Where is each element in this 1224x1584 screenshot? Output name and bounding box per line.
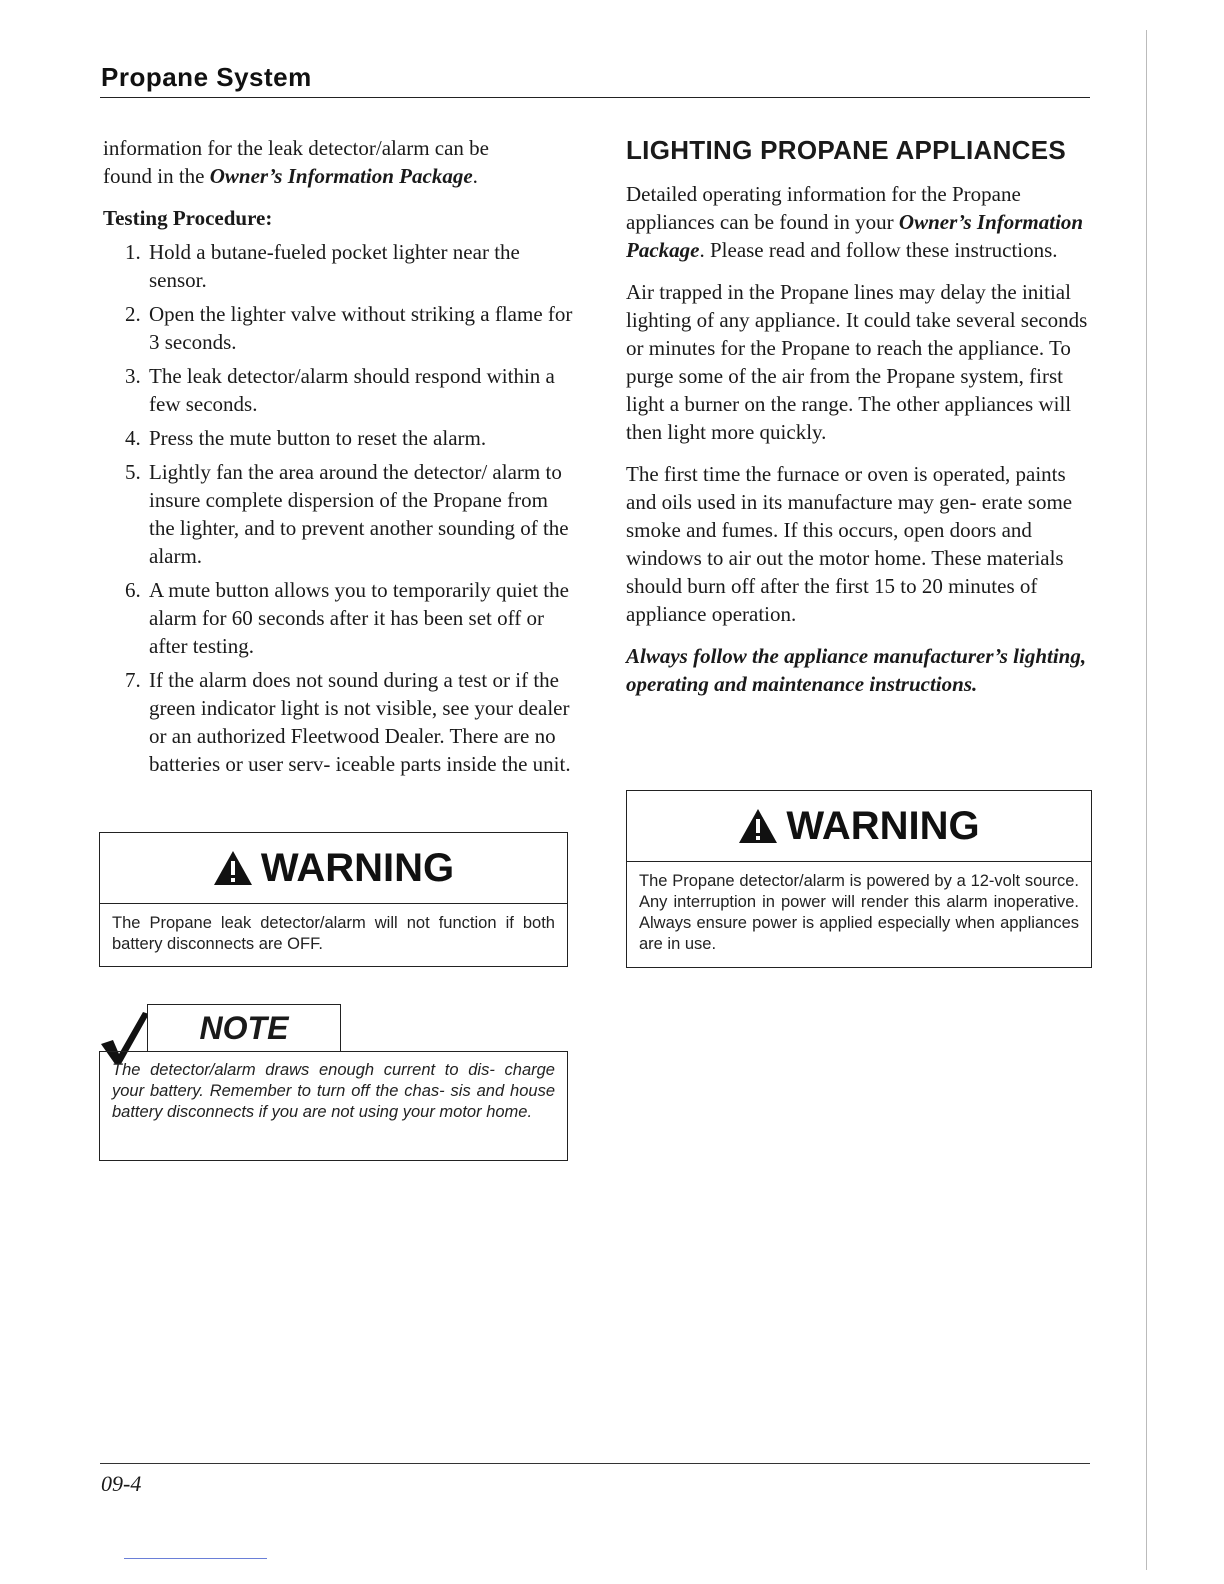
header-rule — [100, 97, 1090, 98]
step-text: The leak detector/alarm should respond within a few seconds. — [149, 364, 555, 416]
lighting-paragraph-2: Air trapped in the Propane lines may delay the initial lighting of any appliance. It could take several seconds or minutes for the Propane to reach the appliance. To purge some of the air from the Propane system, first light a burner on the range. The other appliances will then light more quickly. — [626, 280, 1088, 444]
step-item — [103, 238, 573, 294]
p1-suffix: . Please read and follow these instructions. — [699, 238, 1058, 262]
step-item — [103, 666, 573, 778]
step-number: 6. — [125, 578, 141, 602]
lighting-paragraph-1 — [626, 180, 1088, 264]
note-content-box — [99, 1051, 568, 1161]
intro-package-title: Owner’s Information Package — [209, 164, 473, 188]
warning-text: The Propane leak detector/alarm will not function if both battery disconnects are OFF. — [112, 914, 555, 953]
step-number: 5. — [125, 460, 141, 484]
note-text: The detector/alarm draws enough current to dis- charge your battery. Remember to turn off the chas- sis and house battery disconnects if you are not using your motor home. — [112, 1061, 555, 1121]
step-number: 2. — [125, 302, 141, 326]
left-column — [103, 134, 573, 784]
testing-steps-list — [103, 238, 573, 778]
step-item — [103, 424, 573, 452]
step-number: 1. — [125, 240, 141, 264]
step-text: A mute button allows you to temporarily quiet the alarm for 60 seconds after it has been set off or after testing. — [149, 578, 569, 658]
p1-package-title: Owner’s Information Package — [626, 210, 1084, 262]
warning-triangle-icon — [738, 808, 778, 844]
page-header-title: Propane System — [101, 62, 312, 92]
scan-mark — [124, 1558, 267, 1559]
left-warning-box — [99, 832, 568, 967]
step-text: Hold a butane-fueled pocket lighter near the sensor. — [149, 240, 520, 292]
step-number: 4. — [125, 426, 141, 450]
scan-edge-line — [1146, 30, 1147, 1570]
warning-triangle-icon — [213, 850, 253, 886]
warning-label: WARNING — [260, 845, 455, 890]
lighting-section-heading: LIGHTING PROPANE APPLIANCES — [626, 135, 1067, 165]
intro-prefix: found in the — [103, 164, 210, 188]
intro-line: information for the leak detector/alarm can be — [103, 136, 489, 160]
step-text: Open the lighter valve without striking a flame for 3 seconds. — [149, 302, 573, 354]
warning-header — [627, 791, 1091, 862]
testing-procedure-heading: Testing Procedure: — [103, 206, 273, 230]
lighting-paragraph-3: The first time the furnace or oven is operated, paints and oils used in its manufacture may gen- erate some smoke and fumes. If this occurs, open doors and windows to air out the motor home. These materials should burn off after the first 15 to 20 minutes of appliance operation. — [626, 462, 1073, 626]
step-item — [103, 300, 573, 356]
page-number: 09-4 — [101, 1471, 142, 1496]
step-number: 7. — [125, 668, 141, 692]
step-item — [103, 576, 573, 660]
intro-paragraph — [103, 134, 573, 190]
warning-text: The Propane detector/alarm is powered by a 12-volt source. Any interruption in power will render this alarm inoperative. Always ensure power is applied especially when appliances are in use. — [639, 872, 1079, 953]
step-item — [103, 362, 573, 418]
note-box — [99, 1004, 568, 1162]
step-text: Lightly fan the area around the detector/ alarm to insure complete dispersion of the Propane from the lighter, and to prevent another sounding of the alarm. — [149, 460, 569, 568]
step-item — [103, 458, 573, 570]
appliance-instructions-note: Always follow the appliance manufacturer’s lighting, operating and maintenance instructions. — [626, 644, 1087, 696]
note-label: NOTE — [147, 1004, 341, 1051]
right-column — [626, 134, 1088, 698]
warning-label: WARNING — [786, 803, 980, 848]
step-text: If the alarm does not sound during a test or if the green indicator light is not visible, see your dealer or an authorized Fleetwood Dealer. There are no batteries or user serv- iceable parts inside the unit. — [149, 668, 571, 776]
step-number: 3. — [125, 364, 141, 388]
step-text: Press the mute button to reset the alarm. — [149, 426, 487, 450]
right-warning-box — [626, 790, 1092, 968]
intro-suffix: . — [472, 164, 478, 188]
warning-header — [100, 833, 567, 904]
p1-prefix: Detailed operating information for the Propane appliances can be found in your — [626, 182, 1021, 234]
footer-rule — [100, 1463, 1090, 1464]
